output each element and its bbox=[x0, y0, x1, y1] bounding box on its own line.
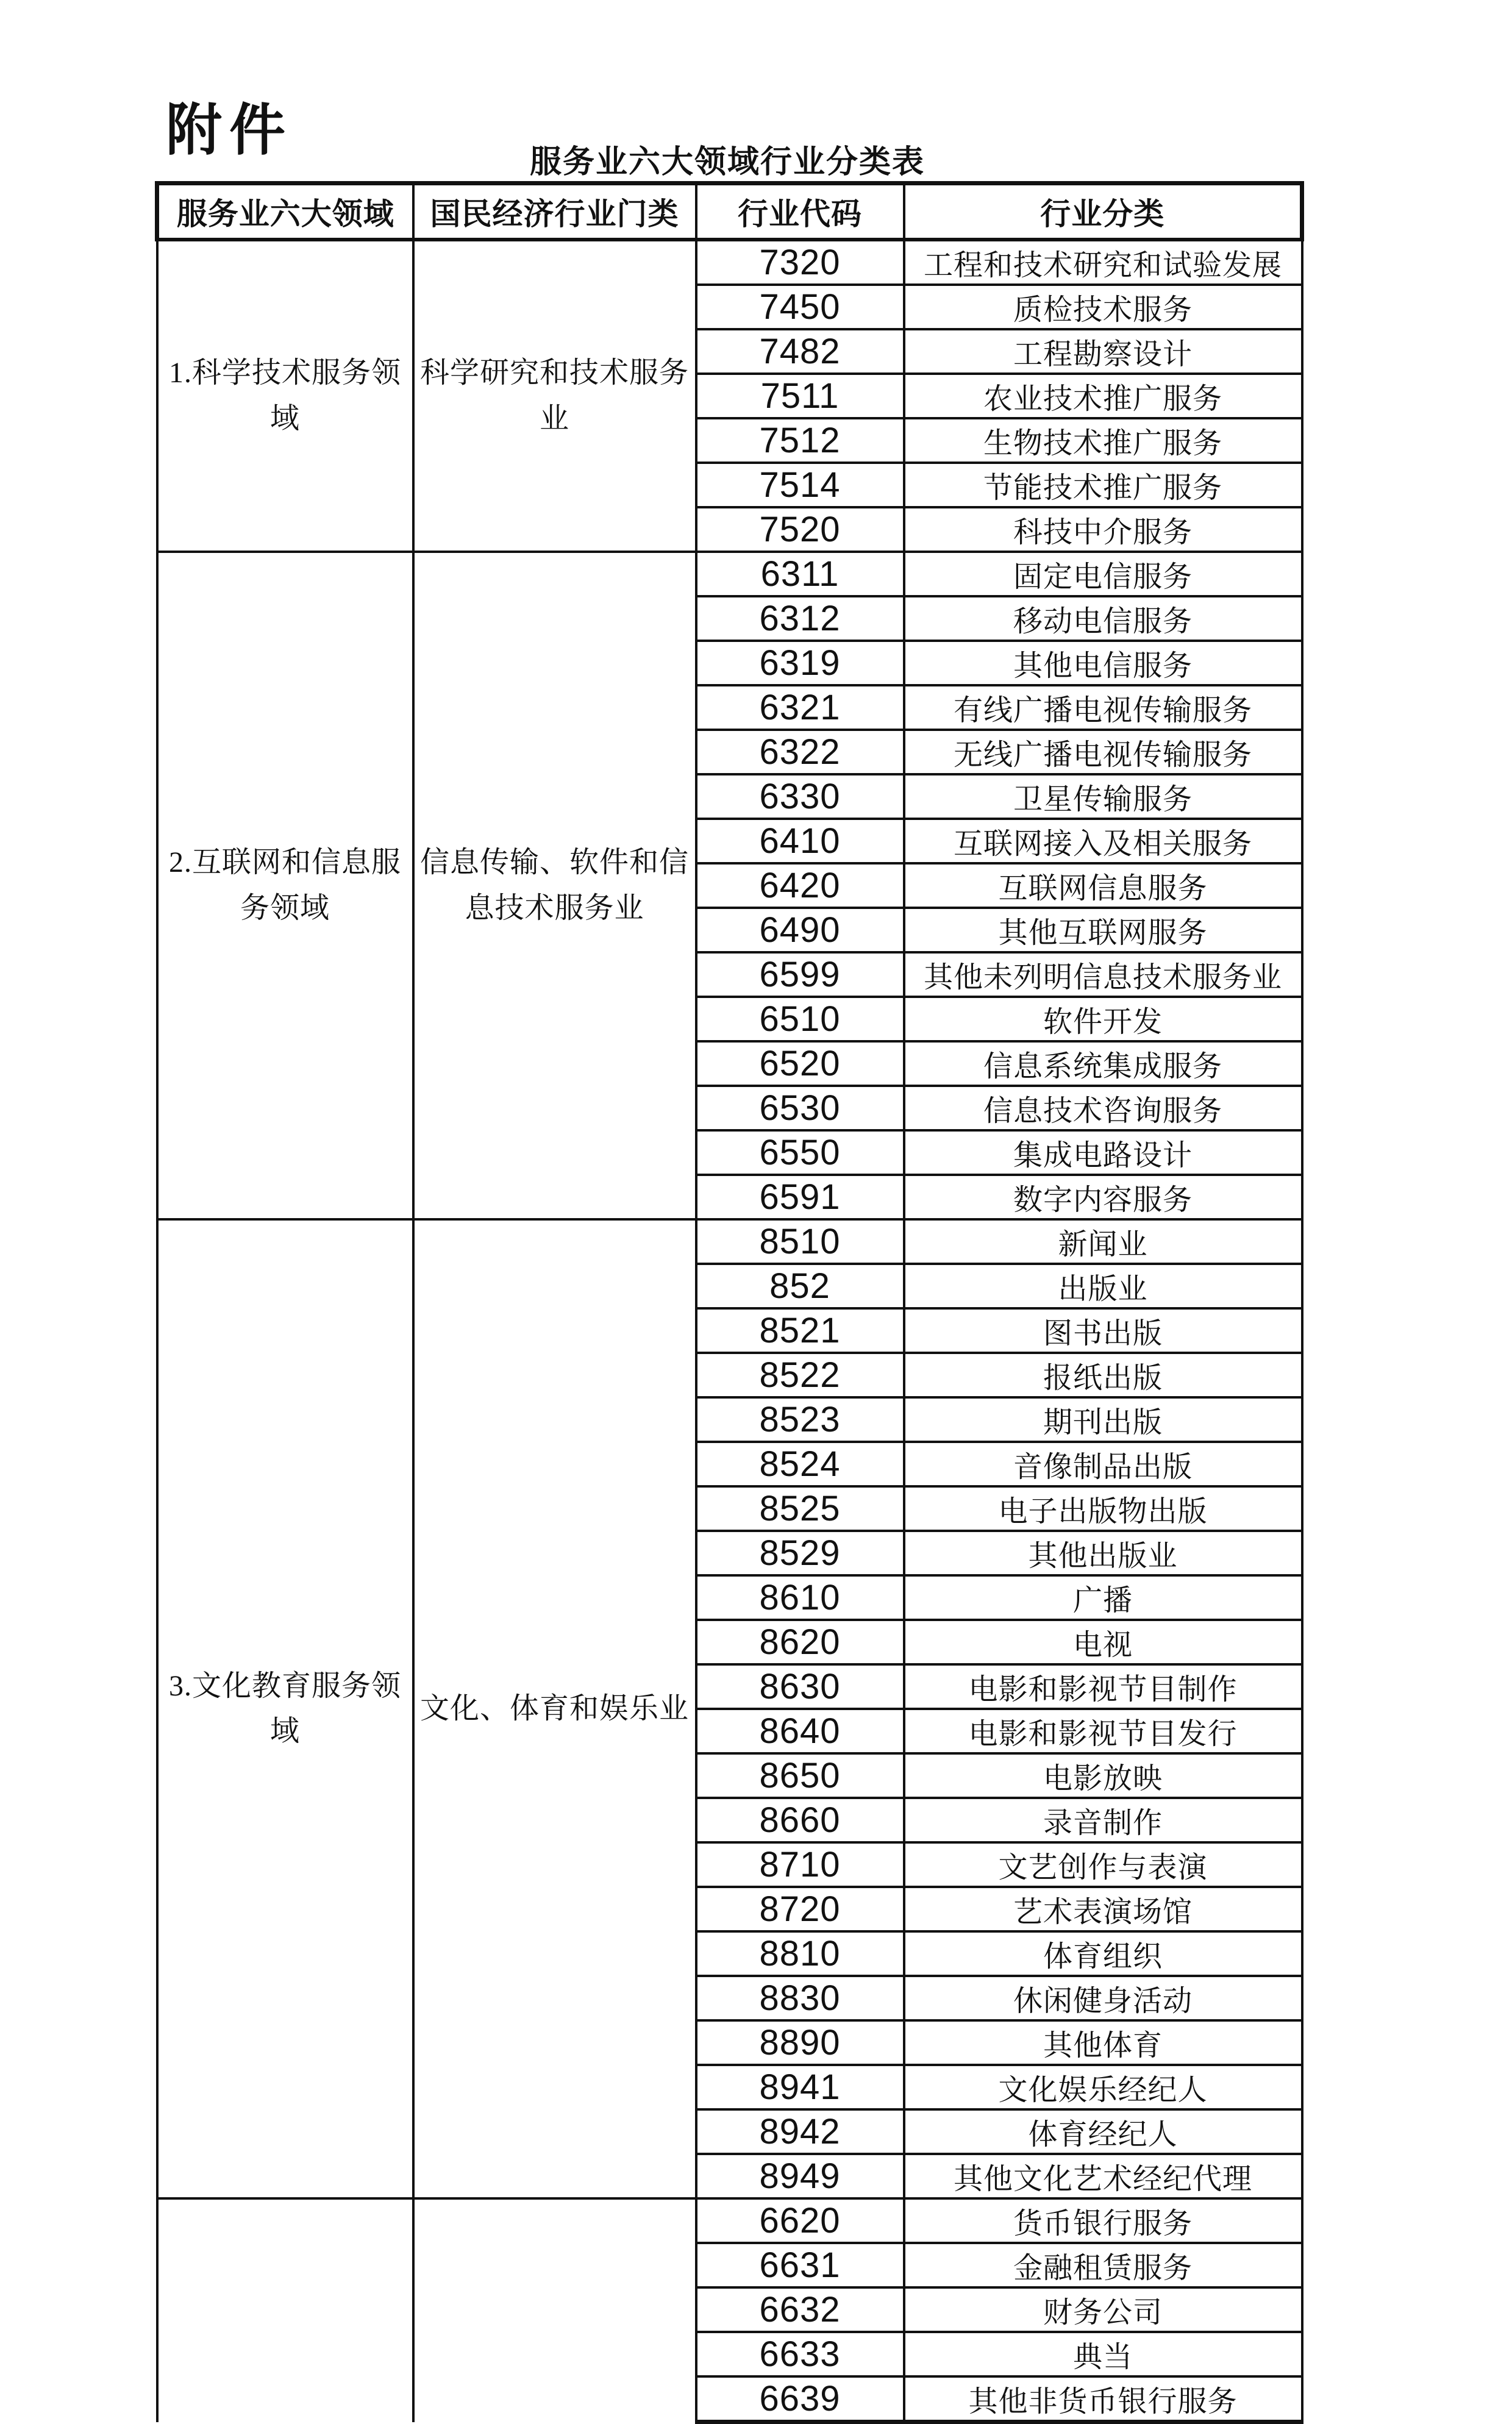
industry-code-cell: 8650 bbox=[696, 1753, 904, 1798]
industry-name-cell: 体育组织 bbox=[904, 1931, 1302, 1976]
industry-name-cell: 节能技术推广服务 bbox=[904, 463, 1302, 507]
industry-name-cell: 科技中介服务 bbox=[904, 507, 1302, 552]
industry-name-cell: 卫星传输服务 bbox=[904, 774, 1302, 819]
industry-code-cell: 8830 bbox=[696, 1976, 904, 2020]
industry-name-cell: 数字内容服务 bbox=[904, 1175, 1302, 1219]
industry-code-cell: 852 bbox=[696, 1264, 904, 1308]
industry-name-cell: 出版业 bbox=[904, 1264, 1302, 1308]
industry-name-cell: 无线广播电视传输服务 bbox=[904, 730, 1302, 774]
industry-code-cell: 6599 bbox=[696, 952, 904, 997]
service-field-cell: 1.科学技术服务领域 bbox=[157, 240, 413, 552]
industry-name-cell: 其他未列明信息技术服务业 bbox=[904, 952, 1302, 997]
industry-code-cell: 8941 bbox=[696, 2065, 904, 2109]
industry-name-cell: 期刊出版 bbox=[904, 1397, 1302, 1442]
header-row bbox=[157, 184, 1302, 240]
industry-code-cell: 8949 bbox=[696, 2154, 904, 2198]
industry-name-cell: 信息系统集成服务 bbox=[904, 1041, 1302, 1086]
industry-code-cell: 6490 bbox=[696, 908, 904, 952]
industry-code-cell: 6312 bbox=[696, 596, 904, 641]
industry-code-cell: 8630 bbox=[696, 1664, 904, 1709]
industry-code-cell: 6550 bbox=[696, 1130, 904, 1175]
industry-code-cell: 8942 bbox=[696, 2109, 904, 2154]
industry-code-cell: 8810 bbox=[696, 1931, 904, 1976]
industry-name-cell: 集成电路设计 bbox=[904, 1130, 1302, 1175]
industry-name-cell: 互联网信息服务 bbox=[904, 863, 1302, 908]
industry-code-cell: 8524 bbox=[696, 1442, 904, 1486]
industry-name-cell: 电影和影视节目发行 bbox=[904, 1709, 1302, 1753]
industry-code-cell: 7320 bbox=[696, 240, 904, 285]
industry-code-cell: 7520 bbox=[696, 507, 904, 552]
economy-category-cell bbox=[413, 2198, 696, 2422]
industry-code-cell: 7482 bbox=[696, 329, 904, 374]
industry-name-cell: 其他文化艺术经纪代理 bbox=[904, 2154, 1302, 2198]
header-industry-class: 行业分类 bbox=[904, 184, 1302, 240]
industry-name-cell: 艺术表演场馆 bbox=[904, 1887, 1302, 1931]
industry-name-cell: 货币银行服务 bbox=[904, 2198, 1302, 2243]
table-body bbox=[157, 240, 1302, 2422]
industry-code-cell: 8620 bbox=[696, 1620, 904, 1664]
industry-name-cell: 固定电信服务 bbox=[904, 552, 1302, 596]
economy-category-cell: 信息传输、软件和信息技术服务业 bbox=[413, 552, 696, 1219]
attachment-label: 附件 bbox=[166, 99, 293, 162]
industry-name-cell: 其他体育 bbox=[904, 2020, 1302, 2065]
industry-name-cell: 有线广播电视传输服务 bbox=[904, 685, 1302, 730]
industry-code-cell: 8610 bbox=[696, 1575, 904, 1620]
table-header bbox=[157, 184, 1302, 240]
industry-code-cell: 6322 bbox=[696, 730, 904, 774]
header-service-field: 服务业六大领域 bbox=[157, 184, 413, 240]
industry-name-cell: 文艺创作与表演 bbox=[904, 1842, 1302, 1887]
industry-code-cell: 6620 bbox=[696, 2198, 904, 2243]
industry-name-cell: 农业技术推广服务 bbox=[904, 374, 1302, 418]
industry-name-cell: 电影放映 bbox=[904, 1753, 1302, 1798]
industry-name-cell: 其他电信服务 bbox=[904, 641, 1302, 685]
industry-code-cell: 6631 bbox=[696, 2243, 904, 2287]
industry-code-cell: 6319 bbox=[696, 641, 904, 685]
economy-category-cell: 文化、体育和娱乐业 bbox=[413, 1219, 696, 2198]
industry-code-cell: 6311 bbox=[696, 552, 904, 596]
industry-name-cell: 其他出版业 bbox=[904, 1531, 1302, 1575]
industry-name-cell: 图书出版 bbox=[904, 1308, 1302, 1353]
industry-code-cell: 8525 bbox=[696, 1486, 904, 1531]
industry-name-cell: 工程勘察设计 bbox=[904, 329, 1302, 374]
service-field-cell bbox=[157, 2198, 413, 2422]
table-row bbox=[157, 1219, 1302, 1264]
industry-code-cell: 6633 bbox=[696, 2332, 904, 2376]
industry-name-cell: 音像制品出版 bbox=[904, 1442, 1302, 1486]
industry-code-cell: 7450 bbox=[696, 285, 904, 329]
industry-name-cell: 软件开发 bbox=[904, 997, 1302, 1041]
service-field-cell: 2.互联网和信息服务领域 bbox=[157, 552, 413, 1219]
industry-name-cell: 其他互联网服务 bbox=[904, 908, 1302, 952]
table-row bbox=[157, 2198, 1302, 2243]
industry-code-cell: 6321 bbox=[696, 685, 904, 730]
header-economy-category: 国民经济行业门类 bbox=[413, 184, 696, 240]
industry-name-cell: 典当 bbox=[904, 2332, 1302, 2376]
industry-code-cell: 6530 bbox=[696, 1086, 904, 1130]
service-field-cell: 3.文化教育服务领域 bbox=[157, 1219, 413, 2198]
industry-name-cell: 工程和技术研究和试验发展 bbox=[904, 240, 1302, 285]
industry-name-cell: 电子出版物出版 bbox=[904, 1486, 1302, 1531]
industry-name-cell: 录音制作 bbox=[904, 1798, 1302, 1842]
industry-code-cell: 6639 bbox=[696, 2376, 904, 2422]
industry-code-cell: 8529 bbox=[696, 1531, 904, 1575]
industry-code-cell: 8890 bbox=[696, 2020, 904, 2065]
industry-code-cell: 8523 bbox=[696, 1397, 904, 1442]
table-row bbox=[157, 240, 1302, 285]
industry-name-cell: 广播 bbox=[904, 1575, 1302, 1620]
industry-name-cell: 报纸出版 bbox=[904, 1353, 1302, 1397]
industry-code-cell: 8720 bbox=[696, 1887, 904, 1931]
industry-code-cell: 6330 bbox=[696, 774, 904, 819]
industry-name-cell: 文化娱乐经纪人 bbox=[904, 2065, 1302, 2109]
industry-name-cell: 体育经纪人 bbox=[904, 2109, 1302, 2154]
industry-name-cell: 信息技术咨询服务 bbox=[904, 1086, 1302, 1130]
economy-category-cell: 科学研究和技术服务业 bbox=[413, 240, 696, 552]
industry-name-cell: 金融租赁服务 bbox=[904, 2243, 1302, 2287]
industry-name-cell: 移动电信服务 bbox=[904, 596, 1302, 641]
industry-name-cell: 新闻业 bbox=[904, 1219, 1302, 1264]
industry-code-cell: 7511 bbox=[696, 374, 904, 418]
industry-code-cell: 7514 bbox=[696, 463, 904, 507]
industry-name-cell: 其他非货币银行服务 bbox=[904, 2376, 1302, 2422]
industry-name-cell: 生物技术推广服务 bbox=[904, 418, 1302, 463]
industry-name-cell: 电影和影视节目制作 bbox=[904, 1664, 1302, 1709]
industry-code-cell: 6632 bbox=[696, 2287, 904, 2332]
industry-name-cell: 财务公司 bbox=[904, 2287, 1302, 2332]
classification-table bbox=[155, 181, 1304, 2424]
industry-code-cell: 6510 bbox=[696, 997, 904, 1041]
industry-code-cell: 8640 bbox=[696, 1709, 904, 1753]
industry-name-cell: 电视 bbox=[904, 1620, 1302, 1664]
industry-code-cell: 8510 bbox=[696, 1219, 904, 1264]
industry-code-cell: 6410 bbox=[696, 819, 904, 863]
header-industry-code: 行业代码 bbox=[696, 184, 904, 240]
industry-code-cell: 7512 bbox=[696, 418, 904, 463]
industry-name-cell: 互联网接入及相关服务 bbox=[904, 819, 1302, 863]
industry-code-cell: 6591 bbox=[696, 1175, 904, 1219]
industry-code-cell: 8521 bbox=[696, 1308, 904, 1353]
industry-code-cell: 8660 bbox=[696, 1798, 904, 1842]
industry-code-cell: 8710 bbox=[696, 1842, 904, 1887]
table-row bbox=[157, 552, 1302, 596]
industry-name-cell: 休闲健身活动 bbox=[904, 1976, 1302, 2020]
industry-code-cell: 8522 bbox=[696, 1353, 904, 1397]
industry-name-cell: 质检技术服务 bbox=[904, 285, 1302, 329]
table-title: 服务业六大领域行业分类表 bbox=[529, 145, 925, 180]
industry-code-cell: 6420 bbox=[696, 863, 904, 908]
industry-code-cell: 6520 bbox=[696, 1041, 904, 1086]
